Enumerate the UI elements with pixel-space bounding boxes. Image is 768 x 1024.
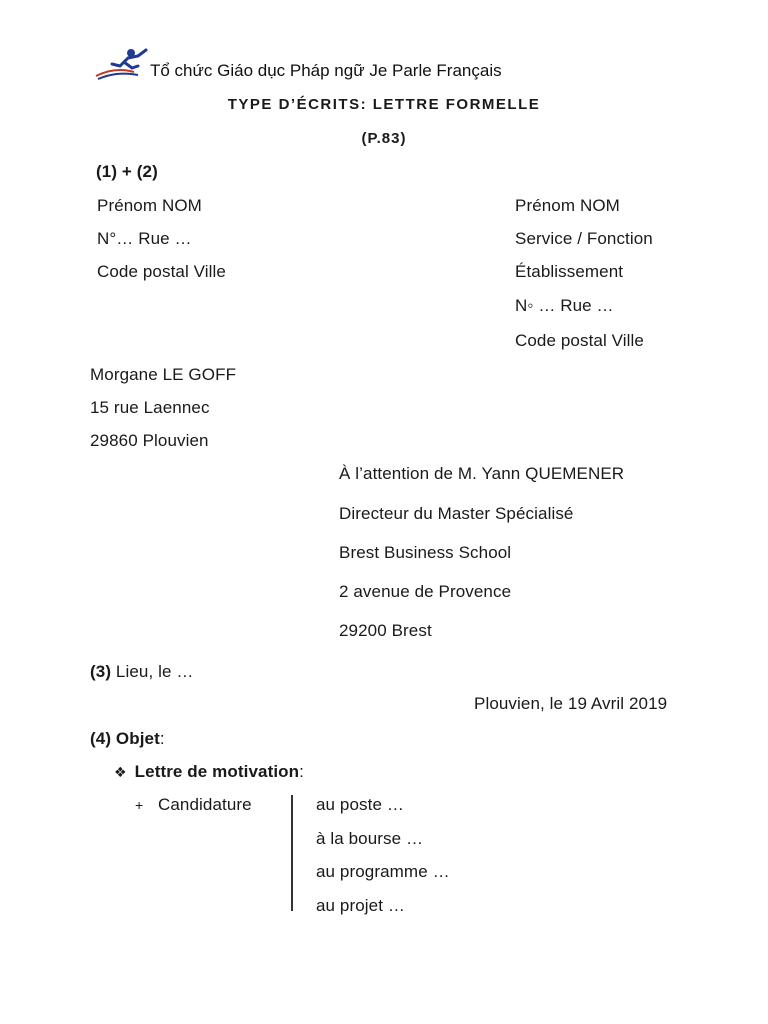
subject-bullet-line xyxy=(114,762,304,782)
plus-bullet-icon: + xyxy=(135,797,144,813)
subject-colon: : xyxy=(159,729,165,748)
candidature-option: au poste … xyxy=(316,795,404,814)
example-recipient-line: À l’attention de M. Yann QUEMENER xyxy=(339,464,625,483)
running-figure-logo-icon xyxy=(94,46,152,82)
document-title: TYPE D’ÉCRITS: LETTRE FORMELLE xyxy=(227,96,541,113)
candidature-option: à la bourse … xyxy=(316,829,424,848)
subject-bullet-colon: : xyxy=(299,762,304,781)
template-recipient-line: N◦ … Rue … xyxy=(515,296,614,315)
template-recipient-line: Prénom NOM xyxy=(515,196,620,215)
diamond-bullet-icon: ❖ xyxy=(114,764,127,780)
example-sender-line: Morgane LE GOFF xyxy=(90,365,237,384)
template-recipient-line: Service / Fonction xyxy=(515,229,653,248)
section-label-3: (3) xyxy=(90,662,112,681)
subject-line xyxy=(90,729,165,749)
template-sender-line: Prénom NOM xyxy=(97,196,202,215)
candidature-label: Candidature xyxy=(158,795,252,814)
template-recipient-line: Code postal Ville xyxy=(515,331,644,350)
example-recipient-line: 29200 Brest xyxy=(339,621,432,640)
place-date-example: Plouvien, le 19 Avril 2019 xyxy=(474,694,668,713)
candidature-option: au projet … xyxy=(316,896,405,915)
example-recipient-line: Brest Business School xyxy=(339,543,512,562)
section-label-4: (4) Objet xyxy=(90,729,160,748)
candidature-option: au programme … xyxy=(316,862,450,881)
page-reference: (P.83) xyxy=(361,130,407,147)
options-bracket xyxy=(291,795,293,911)
organization-logo xyxy=(94,46,152,87)
example-sender-line: 15 rue Laennec xyxy=(90,398,210,417)
template-sender-line: N°… Rue … xyxy=(97,229,192,248)
place-date-line xyxy=(90,662,193,682)
organization-name: Tổ chức Giáo dục Pháp ngữ Je Parle Français xyxy=(150,61,502,80)
subject-bullet-label: Lettre de motivation xyxy=(134,762,300,781)
template-sender-line: Code postal Ville xyxy=(97,262,226,281)
example-sender-line: 29860 Plouvien xyxy=(90,431,209,450)
example-recipient-line: Directeur du Master Spécialisé xyxy=(339,504,574,523)
place-date-text: Lieu, le … xyxy=(111,662,194,681)
example-recipient-line: 2 avenue de Provence xyxy=(339,582,512,601)
template-recipient-line: Établissement xyxy=(515,262,624,281)
section-label-1-2: (1) + (2) xyxy=(96,162,158,181)
